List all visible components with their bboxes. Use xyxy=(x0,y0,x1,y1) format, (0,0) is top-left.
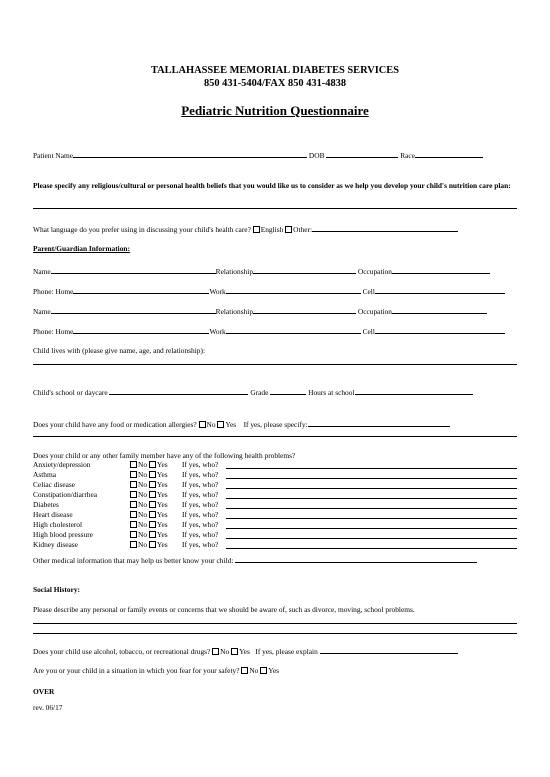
language-question: What language do you prefer using in discussing your child's health care? xyxy=(33,225,251,234)
dob-field[interactable] xyxy=(326,150,398,158)
substances-no-checkbox[interactable] xyxy=(212,648,219,655)
condition-who-label: If yes, who? xyxy=(182,530,219,539)
other-info-row xyxy=(33,555,517,565)
condition-label: Constipation/diarrhea xyxy=(33,490,98,499)
condition-who-label: If yes, who? xyxy=(182,520,219,529)
hours-field[interactable] xyxy=(355,387,473,395)
condition-label: High blood pressure xyxy=(33,530,93,539)
condition-label: Anxiety/depression xyxy=(33,460,91,469)
allergies-yes-label: Yes xyxy=(225,420,237,429)
condition-no-label: No xyxy=(138,540,148,549)
condition-no-checkbox[interactable] xyxy=(130,471,137,478)
condition-no-checkbox[interactable] xyxy=(130,491,137,498)
allergies-specify-label: If yes, please specify: xyxy=(243,420,308,429)
condition-options xyxy=(130,460,168,469)
parent2-row xyxy=(33,306,517,316)
condition-who-label: If yes, who? xyxy=(182,470,219,479)
revision-label: rev. 06/17 xyxy=(33,703,63,712)
condition-options xyxy=(130,480,168,489)
condition-options xyxy=(130,490,168,499)
condition-options xyxy=(130,540,168,549)
condition-no-label: No xyxy=(138,480,148,489)
substances-explain-field[interactable] xyxy=(320,646,458,654)
substances-row xyxy=(33,646,517,656)
safety-yes-label: Yes xyxy=(268,666,279,675)
parent1-relationship-field[interactable] xyxy=(253,266,356,274)
parent1-relationship-label: Relationship xyxy=(215,267,254,276)
condition-who-field[interactable] xyxy=(226,480,517,489)
other-info-label: Other medical information that may help us better know your child: xyxy=(33,556,234,565)
condition-yes-label: Yes xyxy=(156,500,168,509)
condition-no-label: No xyxy=(138,510,148,519)
condition-who-field[interactable] xyxy=(226,490,517,499)
school-row xyxy=(33,387,517,397)
parent1-occupation-field[interactable] xyxy=(392,266,490,274)
substances-yes-label: Yes xyxy=(239,647,250,656)
condition-who-label: If yes, who? xyxy=(182,510,219,519)
condition-who-label: If yes, who? xyxy=(182,480,219,489)
parent1-name-label: Name xyxy=(33,267,51,276)
condition-no-checkbox[interactable] xyxy=(130,511,137,518)
condition-yes-label: Yes xyxy=(156,510,168,519)
condition-label: Celiac disease xyxy=(33,480,76,489)
condition-yes-checkbox[interactable] xyxy=(149,531,156,538)
condition-options xyxy=(130,530,168,539)
language-row xyxy=(33,224,517,234)
patient-name-field[interactable] xyxy=(73,150,307,158)
parent1-work-label: Work xyxy=(209,287,226,296)
grade-label: Grade xyxy=(250,388,269,397)
org-phone: 850 431-5404/FAX 850 431-4838 xyxy=(203,78,347,89)
health-question: Does your child or any other family member have any of the following health problems? xyxy=(33,451,296,460)
condition-yes-checkbox[interactable] xyxy=(149,521,156,528)
condition-no-label: No xyxy=(138,460,148,469)
condition-yes-label: Yes xyxy=(156,490,168,499)
parent2-relationship-field[interactable] xyxy=(253,306,356,314)
other-language-checkbox[interactable] xyxy=(285,226,292,233)
condition-no-checkbox[interactable] xyxy=(130,541,137,548)
race-label: Race xyxy=(400,151,415,160)
condition-who-field[interactable] xyxy=(226,530,517,539)
dob-label: DOB xyxy=(308,151,325,160)
parent2-cell-field[interactable] xyxy=(375,326,505,334)
condition-who-field[interactable] xyxy=(226,500,517,509)
social-field-2[interactable] xyxy=(33,633,517,634)
condition-options xyxy=(130,510,168,519)
condition-no-label: No xyxy=(138,500,148,509)
condition-no-checkbox[interactable] xyxy=(130,481,137,488)
health-condition-row xyxy=(33,530,517,539)
parent1-row xyxy=(33,266,517,276)
condition-who-field[interactable] xyxy=(226,540,517,549)
safety-question: Are you or your child in a situation in which you fear for your safety? xyxy=(33,666,240,675)
parent2-relationship-label: Relationship xyxy=(215,307,254,316)
school-label: Child's school or daycare xyxy=(33,388,108,397)
condition-options xyxy=(130,500,168,509)
condition-yes-label: Yes xyxy=(156,480,168,489)
social-heading: Social History: xyxy=(33,585,81,594)
condition-who-field[interactable] xyxy=(226,470,517,479)
parent1-cell-field[interactable] xyxy=(375,286,505,294)
parent2-phone-home-field[interactable] xyxy=(73,326,209,334)
page-title: Pediatric Nutrition Questionnaire xyxy=(181,103,369,118)
substances-question: Does your child use alcohol, tobacco, or recreational drugs? xyxy=(33,647,211,656)
condition-yes-label: Yes xyxy=(156,530,168,539)
condition-yes-checkbox[interactable] xyxy=(149,471,156,478)
health-conditions-list xyxy=(33,460,517,550)
condition-yes-label: Yes xyxy=(156,540,168,549)
health-condition-row xyxy=(33,480,517,489)
health-condition-row xyxy=(33,470,517,479)
safety-row xyxy=(33,666,517,675)
condition-yes-checkbox[interactable] xyxy=(149,491,156,498)
condition-label: Diabetes xyxy=(33,500,59,509)
safety-no-checkbox[interactable] xyxy=(241,667,248,674)
health-condition-row xyxy=(33,500,517,509)
social-prompt: Please describe any personal or family events or concerns that we should be aware of, such as divorce, moving, school problems. xyxy=(33,605,415,614)
safety-no-label: No xyxy=(249,666,259,675)
condition-yes-checkbox[interactable] xyxy=(149,481,156,488)
condition-yes-checkbox[interactable] xyxy=(149,461,156,468)
hours-label: Hours at school xyxy=(308,388,355,397)
condition-yes-checkbox[interactable] xyxy=(149,541,156,548)
parent2-phone-home-label: Phone: Home xyxy=(33,327,74,336)
over-label: OVER xyxy=(33,687,55,696)
condition-no-checkbox[interactable] xyxy=(130,501,137,508)
other-info-field[interactable] xyxy=(235,555,477,563)
parent1-occupation-label: Occupation xyxy=(357,267,392,276)
health-condition-row xyxy=(33,460,517,469)
health-condition-row xyxy=(33,520,517,529)
health-condition-row xyxy=(33,510,517,519)
parent1-phone-home-label: Phone: Home xyxy=(33,287,74,296)
allergies-row xyxy=(33,419,517,429)
parent2-work-label: Work xyxy=(209,327,226,336)
allergies-yes-checkbox[interactable] xyxy=(217,421,224,428)
health-condition-row xyxy=(33,490,517,499)
condition-yes-label: Yes xyxy=(156,460,168,469)
condition-no-label: No xyxy=(138,530,148,539)
substances-no-label: No xyxy=(220,647,230,656)
condition-label: Heart disease xyxy=(33,510,73,519)
condition-no-label: No xyxy=(138,490,148,499)
condition-label: High cholesterol xyxy=(33,520,83,529)
allergies-field-2[interactable] xyxy=(33,436,517,437)
parent2-occupation-field[interactable] xyxy=(392,306,487,314)
condition-no-label: No xyxy=(138,520,148,529)
allergies-no-label: No xyxy=(206,420,216,429)
allergies-field[interactable] xyxy=(308,419,450,427)
parent2-work-field[interactable] xyxy=(226,326,361,334)
beliefs-prompt: Please specify any religious/cultural or personal health beliefs that you would like us to consider as we help you develop your child's nutrition care plan: xyxy=(33,181,511,190)
patient-name-label: Patient Name xyxy=(33,151,74,160)
condition-who-field[interactable] xyxy=(226,460,517,469)
condition-no-label: No xyxy=(138,470,148,479)
other-language-label: Other: xyxy=(293,225,313,234)
org-name: TALLAHASSEE MEMORIAL DIABETES SERVICES xyxy=(150,65,400,76)
condition-who-field[interactable] xyxy=(226,520,517,529)
english-checkbox[interactable] xyxy=(253,226,260,233)
condition-options xyxy=(130,470,168,479)
parent1-work-field[interactable] xyxy=(226,286,361,294)
parents-heading: Parent/Guardian Information: xyxy=(33,244,130,253)
race-field[interactable] xyxy=(415,150,483,158)
substances-explain-label: If yes, please explain xyxy=(255,647,318,656)
other-language-field[interactable] xyxy=(312,224,458,232)
allergies-no-checkbox[interactable] xyxy=(199,421,206,428)
condition-no-checkbox[interactable] xyxy=(130,521,137,528)
lives-with-label: Child lives with (please give name, age, and relationship): xyxy=(33,346,205,355)
parent2-cell-label: Cell xyxy=(362,327,375,336)
school-field[interactable] xyxy=(109,387,248,395)
parent1-name-field[interactable] xyxy=(51,266,216,274)
parent1-phone-row xyxy=(33,286,517,296)
social-field-1[interactable] xyxy=(33,623,517,624)
safety-yes-checkbox[interactable] xyxy=(260,667,267,674)
condition-who-label: If yes, who? xyxy=(182,460,219,469)
condition-who-label: If yes, who? xyxy=(182,490,219,499)
beliefs-field[interactable] xyxy=(33,208,517,209)
parent1-cell-label: Cell xyxy=(362,287,375,296)
condition-yes-label: Yes xyxy=(156,470,168,479)
lives-with-field[interactable] xyxy=(33,364,517,365)
condition-no-checkbox[interactable] xyxy=(130,531,137,538)
grade-field[interactable] xyxy=(270,387,306,395)
condition-who-label: If yes, who? xyxy=(182,540,219,549)
condition-options xyxy=(130,520,168,529)
condition-yes-label: Yes xyxy=(156,520,168,529)
condition-label: Asthma xyxy=(33,470,56,479)
parent1-phone-home-field[interactable] xyxy=(73,286,209,294)
condition-no-checkbox[interactable] xyxy=(130,461,137,468)
english-label: English xyxy=(260,225,284,234)
patient-row xyxy=(33,150,517,160)
parent2-name-label: Name xyxy=(33,307,51,316)
parent2-name-field[interactable] xyxy=(51,306,216,314)
condition-label: Kidney disease xyxy=(33,540,78,549)
condition-who-field[interactable] xyxy=(226,510,517,519)
condition-yes-checkbox[interactable] xyxy=(149,511,156,518)
health-condition-row xyxy=(33,540,517,549)
condition-who-label: If yes, who? xyxy=(182,500,219,509)
substances-yes-checkbox[interactable] xyxy=(231,648,238,655)
parent2-occupation-label: Occupation xyxy=(357,307,392,316)
condition-yes-checkbox[interactable] xyxy=(149,501,156,508)
allergies-question: Does your child have any food or medication allergies? xyxy=(33,420,197,429)
parent2-phone-row xyxy=(33,326,517,336)
